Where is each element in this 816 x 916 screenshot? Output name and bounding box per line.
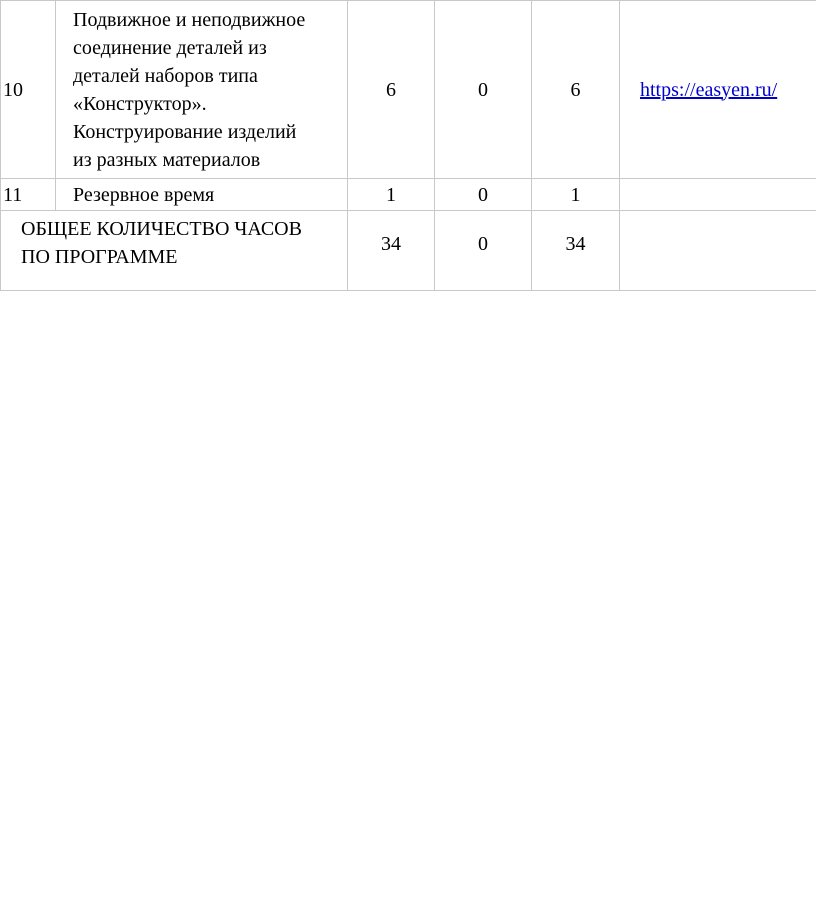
total-hours-cell: 6 bbox=[348, 1, 435, 179]
summary-total-hours: 34 bbox=[348, 211, 435, 291]
practice-hours-cell: 6 bbox=[532, 1, 620, 179]
summary-label-line: ПО ПРОГРАММЕ bbox=[21, 246, 178, 268]
summary-resource-cell bbox=[620, 211, 816, 291]
topic-line: деталей наборов типа bbox=[73, 64, 258, 87]
topic-line: Конструирование изделий bbox=[73, 120, 297, 143]
topic-line: «Конструктор». bbox=[73, 92, 207, 115]
table-row bbox=[1, 179, 816, 211]
total-hours-cell: 1 bbox=[348, 179, 435, 211]
resource-cell bbox=[620, 179, 816, 211]
summary-label bbox=[1, 211, 348, 291]
control-hours-cell: 0 bbox=[435, 179, 532, 211]
summary-control-hours: 0 bbox=[435, 211, 532, 291]
topic-line: соединение деталей из bbox=[73, 36, 267, 59]
topic-line: Подвижное и неподвижное bbox=[73, 8, 306, 31]
topic-cell: Резервное время bbox=[56, 179, 348, 211]
resource-link[interactable]: https://easyen.ru/ bbox=[640, 78, 778, 101]
topic-line: из разных материалов bbox=[73, 148, 261, 171]
control-hours-cell: 0 bbox=[435, 1, 532, 179]
summary-row bbox=[1, 211, 816, 291]
row-number: 11 bbox=[1, 179, 56, 211]
summary-label-line: ОБЩЕЕ КОЛИЧЕСТВО ЧАСОВ bbox=[21, 218, 302, 240]
row-number: 10 bbox=[1, 1, 56, 179]
resource-cell bbox=[620, 1, 816, 179]
curriculum-table bbox=[0, 0, 816, 291]
topic-cell bbox=[56, 1, 348, 179]
summary-practice-hours: 34 bbox=[532, 211, 620, 291]
table-row bbox=[1, 1, 816, 179]
practice-hours-cell: 1 bbox=[532, 179, 620, 211]
